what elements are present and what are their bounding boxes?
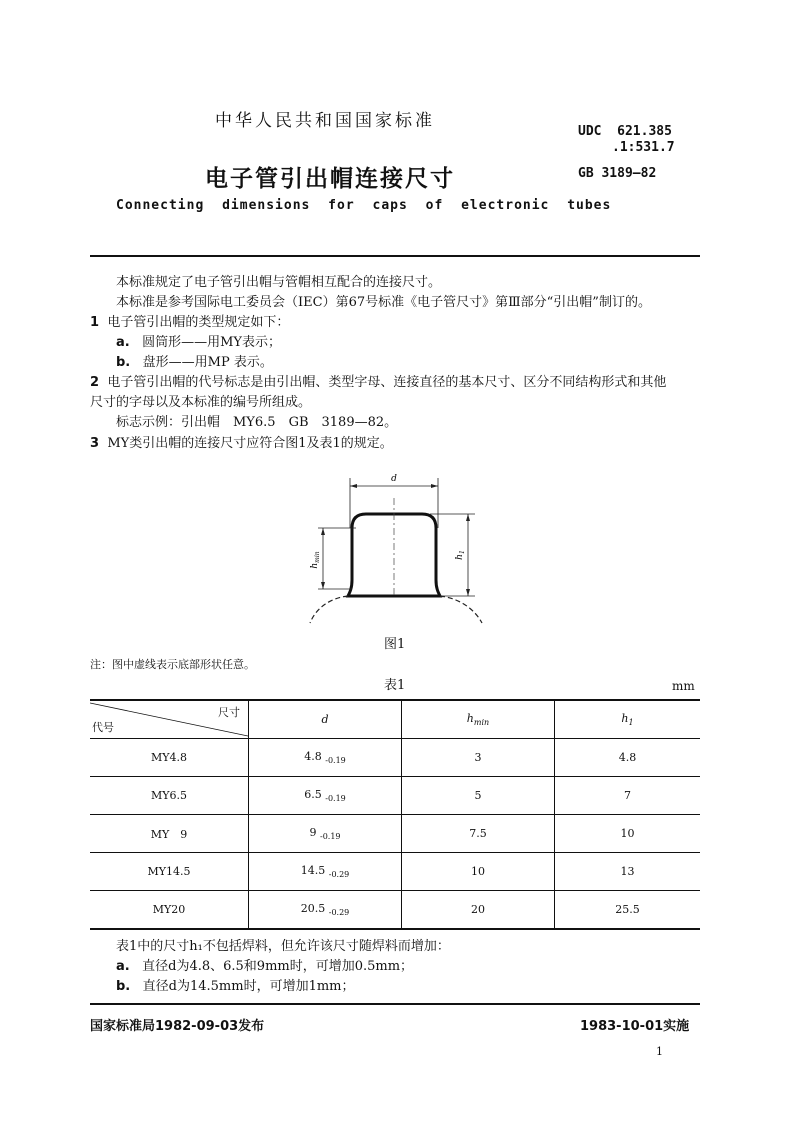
table-row [90,739,700,777]
cell-h1: 4.8 [555,739,701,777]
cell-h1: 10 [555,815,701,853]
cell-code: MY6.5 [90,777,249,815]
section-3-text: MY类引出帽的连接尺寸应符合图1及表1的规定。 [107,436,393,451]
h1-arrow-top [466,514,470,521]
table-row [90,891,700,930]
table-note: 表1中的尺寸h₁不包括焊料，但允许该尺寸随焊料而增加： [116,939,450,954]
udc-code [578,124,675,156]
table-unit: mm [672,679,695,693]
cell-d-value: 14.5 [300,864,326,877]
cell-hmin: 7.5 [402,815,555,853]
cell-hmin: 5 [402,777,555,815]
section-1-text: 电子管引出帽的类型规定如下： [107,315,290,330]
h1-arrow-bottom [466,589,470,596]
cell-d-tolerance: -0.19 [319,832,341,841]
cell-d-value: 20.5 [300,902,326,915]
note-b-label: b. [116,979,131,994]
cell-d [249,891,402,930]
marking-example: 标志示例：引出帽 MY6.5 GB 3189—82。 [116,415,398,430]
cell-hmin: 20 [402,891,555,930]
cell-d-tolerance: -0.29 [328,870,350,879]
header-hmin [402,700,555,739]
cell-d-tolerance: -0.19 [325,756,346,765]
section-1b-label: b. [116,355,131,370]
d-arrow-right [431,484,438,488]
table-row [90,815,700,853]
cell-d-tolerance: -0.19 [325,794,346,803]
d-label: d [391,474,397,484]
section-1a-label: a. [116,335,130,350]
cell-code: MY4.8 [90,739,249,777]
cell-d-value: 4.8 [304,750,322,763]
header-h1-sub: 1 [628,718,634,727]
header-hmin-sub: min [473,718,490,727]
h1-label-main: h [455,554,465,560]
cell-d [249,777,402,815]
header-diagonal-cell [90,700,249,739]
section-2-number: 2 [90,375,100,390]
h1-label-sub: 1 [459,550,466,555]
cap-dimension-figure [290,468,510,633]
effective-date: 1983-10-01实施 [580,1019,690,1034]
hmin-arrow-bottom [321,582,325,589]
h1-label [455,550,466,560]
note-a-text: 直径d为4.8、6.5和9mm时，可增加0.5mm； [142,959,414,974]
document-title: 电子管引出帽连接尺寸 [205,166,455,192]
country-standard-heading: 中华人民共和国国家标准 [215,111,435,131]
cell-h1: 13 [555,853,701,891]
section-1a-text: 圆筒形——用MY表示； [142,335,282,350]
figure-note: 注：图中虚线表示底部形状任意。 [90,658,255,671]
section-1 [90,314,289,332]
cell-d [249,739,402,777]
section-1b-text: 盘形——用MP 表示。 [142,355,273,370]
hmin-label-sub: min [314,551,321,563]
dimensions-table [90,699,700,930]
header-rule [90,255,700,257]
table-caption: 表1 [384,678,406,693]
note-a-label: a. [116,959,130,974]
section-1b [116,354,273,372]
section-2 [90,374,666,392]
section-3 [90,435,393,453]
cell-d [249,853,402,891]
base-dashed-right [440,596,482,623]
udc-label: UDC [578,124,602,139]
paragraph-reference: 本标准是参考国际电工委员会（IEC）第67号标准《电子管尺寸》第Ⅲ部分“引出帽”制订的。 [116,295,651,310]
english-title: Connecting dimensions for caps of electronic tubes [116,198,612,213]
section-2-text-line1: 电子管引出帽的代号标志是由引出帽、类型字母、连接直径的基本尺寸、区分不同结构形式和其他 [107,375,667,390]
section-3-number: 3 [90,436,100,451]
note-a [116,958,413,976]
udc-line2: .1:531.7 [612,140,675,155]
header-code: 代号 [92,721,114,734]
header-h1 [555,700,701,739]
cell-hmin: 10 [402,853,555,891]
base-dashed-left [310,596,348,623]
paragraph-scope: 本标准规定了电子管引出帽与管帽相互配合的连接尺寸。 [116,275,442,290]
cell-h1: 7 [555,777,701,815]
table-header-row [90,700,700,739]
cell-d-value: 6.5 [304,788,322,801]
hmin-arrow-top [321,528,325,535]
header-d: d [249,700,402,739]
header-h1-main: h [621,712,629,725]
udc-line1: 621.385 [617,124,672,139]
d-arrow-left [350,484,357,488]
footer-rule [90,1003,700,1005]
issue-date: 国家标准局1982-09-03发布 [90,1019,265,1034]
cell-d [249,815,402,853]
cell-code: MY 9 [90,815,249,853]
table-row [90,853,700,891]
header-hmin-main: h [466,712,474,725]
note-b-text: 直径d为14.5mm时，可增加1mm； [142,979,355,994]
page-number: 1 [656,1045,663,1058]
section-2-text-line2: 尺寸的字母以及本标准的编号所组成。 [90,395,312,410]
hmin-label [310,551,321,568]
cell-d-tolerance: -0.29 [328,908,350,917]
cell-d-value: 9 [309,826,317,839]
cell-code: MY20 [90,891,249,930]
header-dimension: 尺寸 [218,706,240,719]
note-b [116,978,355,996]
gb-number: GB 3189—82 [578,166,657,181]
section-1a [116,334,281,352]
figure-caption: 图1 [384,637,406,652]
hmin-label-main: h [310,562,320,569]
cell-hmin: 3 [402,739,555,777]
cell-h1: 25.5 [555,891,701,930]
cell-code: MY14.5 [90,853,249,891]
section-1-number: 1 [90,315,100,330]
table-row [90,777,700,815]
